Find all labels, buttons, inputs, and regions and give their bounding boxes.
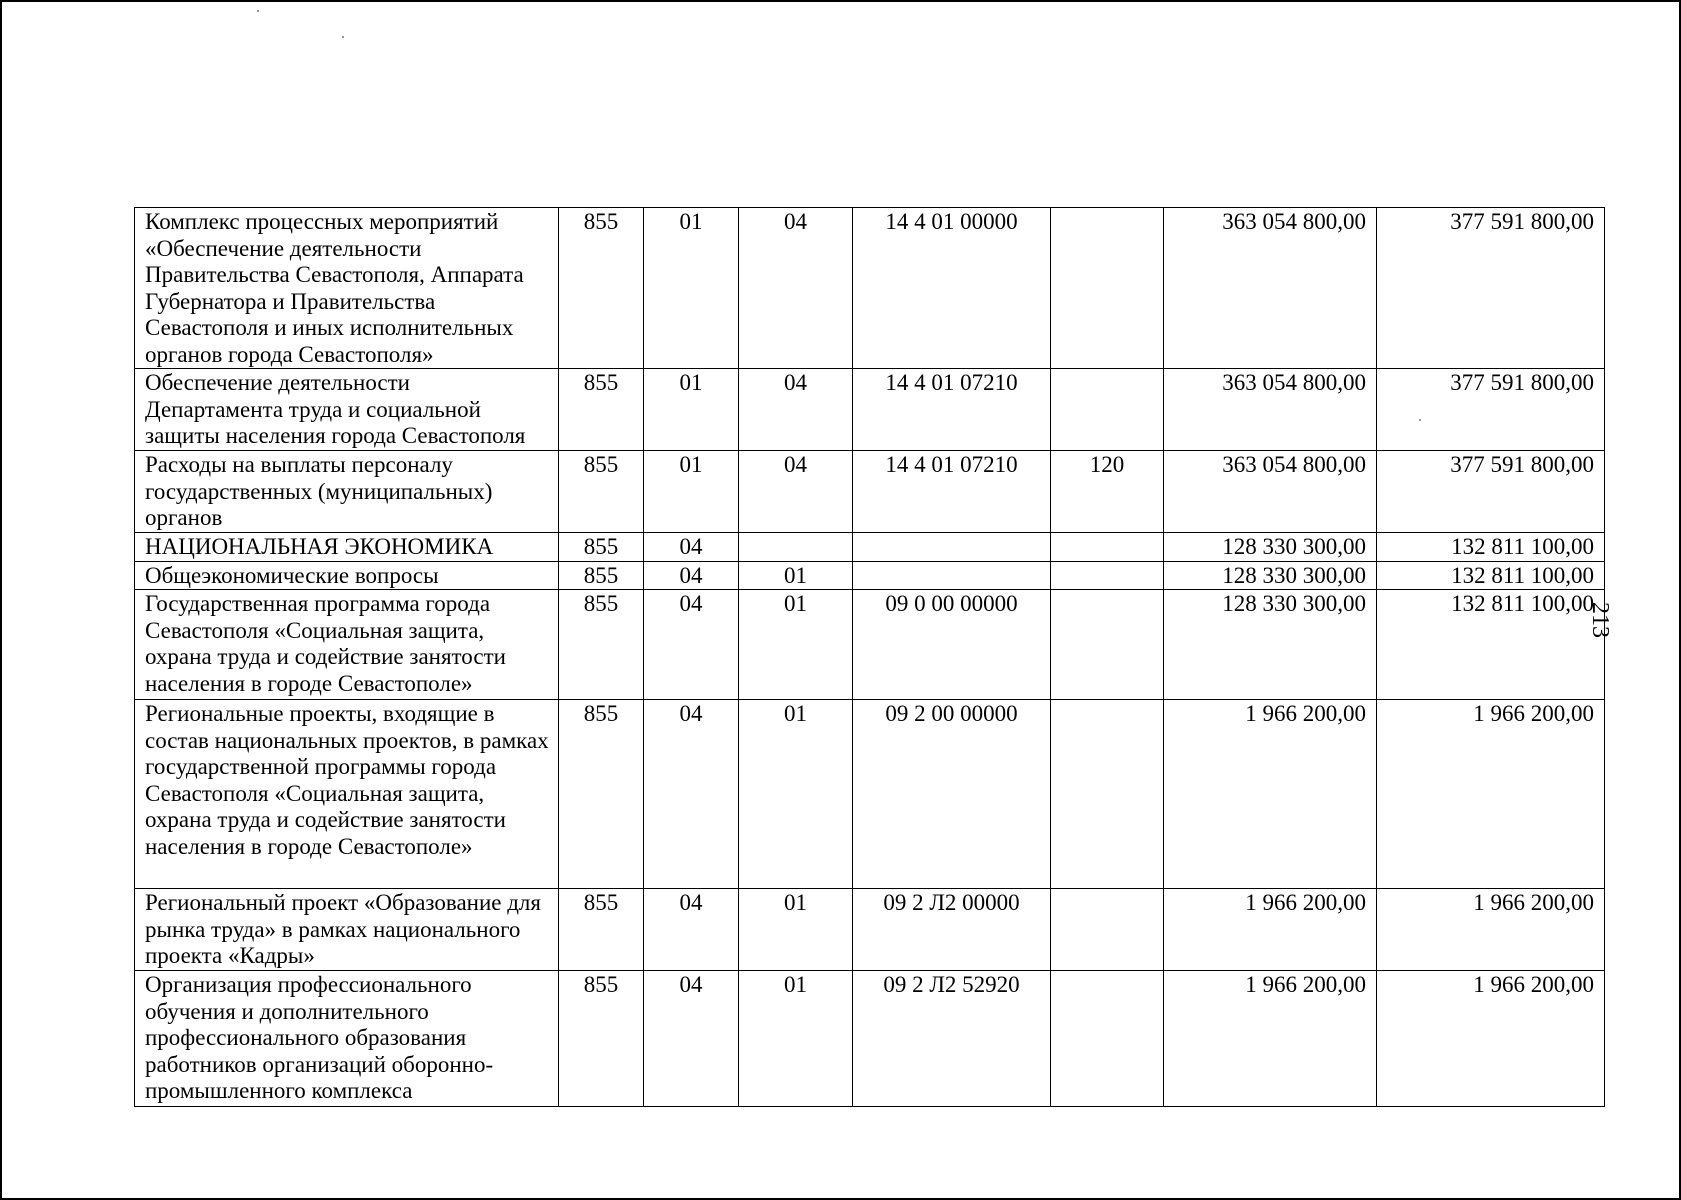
row-sum-year1: 1 966 200,00 [1164, 889, 1377, 971]
table-row [135, 889, 1605, 971]
table-row [135, 208, 1605, 369]
row-sum-year1: 1 966 200,00 [1164, 700, 1377, 889]
row-section: 01 [644, 208, 739, 369]
row-subsection: 01 [739, 889, 853, 971]
row-target-article [853, 561, 1051, 590]
row-subsection: 04 [739, 451, 853, 533]
row-name: Комплекс процессных мероприятий «Обеспечение деятельности Правительства Севастополя, Аппарата Губернатора и Правительства Севастополя и иных исполнительных органов города Севастополя» [135, 208, 559, 369]
row-sum-year2: 377 591 800,00 [1377, 369, 1605, 451]
row-expense-type [1051, 590, 1164, 700]
row-section: 04 [644, 533, 739, 562]
row-section: 04 [644, 561, 739, 590]
row-expense-type [1051, 561, 1164, 590]
row-grbs: 855 [559, 369, 644, 451]
row-section: 01 [644, 451, 739, 533]
row-grbs: 855 [559, 561, 644, 590]
row-grbs: 855 [559, 451, 644, 533]
row-sum-year2: 132 811 100,00 [1377, 590, 1605, 700]
row-sum-year2: 132 811 100,00 [1377, 561, 1605, 590]
table-body [135, 208, 1605, 1107]
budget-table [134, 207, 1605, 1107]
table-row [135, 369, 1605, 451]
row-expense-type [1051, 889, 1164, 971]
row-expense-type: 120 [1051, 451, 1164, 533]
table-row [135, 700, 1605, 889]
row-grbs: 855 [559, 971, 644, 1107]
row-name: НАЦИОНАЛЬНАЯ ЭКОНОМИКА [135, 533, 559, 562]
row-subsection: 04 [739, 369, 853, 451]
row-name: Организация профессионального обучения и дополнительного профессионального образования работников организаций оборонно-промышленного комплекса [135, 971, 559, 1107]
scan-speck [257, 10, 259, 12]
row-sum-year1: 128 330 300,00 [1164, 561, 1377, 590]
row-sum-year1: 128 330 300,00 [1164, 590, 1377, 700]
row-expense-type [1051, 700, 1164, 889]
row-sum-year2: 1 966 200,00 [1377, 971, 1605, 1107]
table-row [135, 561, 1605, 590]
row-target-article: 14 4 01 07210 [853, 451, 1051, 533]
row-sum-year1: 363 054 800,00 [1164, 369, 1377, 451]
row-section: 04 [644, 971, 739, 1107]
table-row [135, 971, 1605, 1107]
row-name: Расходы на выплаты персоналу государственных (муниципальных) органов [135, 451, 559, 533]
row-name: Общеэкономические вопросы [135, 561, 559, 590]
row-subsection: 04 [739, 208, 853, 369]
row-sum-year2: 377 591 800,00 [1377, 208, 1605, 369]
scan-speck [342, 36, 344, 38]
row-name: Обеспечение деятельности Департамента труда и социальной защиты населения города Севастополя [135, 369, 559, 451]
row-name: Региональные проекты, входящие в состав национальных проектов, в рамках государственной программы города Севастополя «Социальная защита, охрана труда и содействие занятости населения в городе Севастополе» [135, 700, 559, 889]
row-target-article: 14 4 01 07210 [853, 369, 1051, 451]
table-row [135, 451, 1605, 533]
row-name: Региональный проект «Образование для рынка труда» в рамках национального проекта «Кадры» [135, 889, 559, 971]
row-grbs: 855 [559, 700, 644, 889]
row-grbs: 855 [559, 208, 644, 369]
row-sum-year1: 363 054 800,00 [1164, 451, 1377, 533]
row-name: Государственная программа города Севастополя «Социальная защита, охрана труда и содействие занятости населения в городе Севастополе» [135, 590, 559, 700]
row-grbs: 855 [559, 533, 644, 562]
row-subsection [739, 533, 853, 562]
row-expense-type [1051, 533, 1164, 562]
row-target-article: 09 0 00 00000 [853, 590, 1051, 700]
row-section: 01 [644, 369, 739, 451]
row-sum-year2: 132 811 100,00 [1377, 533, 1605, 562]
row-target-article [853, 533, 1051, 562]
table-row [135, 590, 1605, 700]
row-sum-year2: 377 591 800,00 [1377, 451, 1605, 533]
row-sum-year1: 1 966 200,00 [1164, 971, 1377, 1107]
row-target-article: 14 4 01 00000 [853, 208, 1051, 369]
row-subsection: 01 [739, 700, 853, 889]
row-subsection: 01 [739, 561, 853, 590]
row-sum-year2: 1 966 200,00 [1377, 889, 1605, 971]
row-target-article: 09 2 Л2 00000 [853, 889, 1051, 971]
table-row [135, 533, 1605, 562]
row-expense-type [1051, 369, 1164, 451]
row-subsection: 01 [739, 590, 853, 700]
page-number: 213 [1587, 602, 1613, 638]
row-target-article: 09 2 Л2 52920 [853, 971, 1051, 1107]
row-grbs: 855 [559, 889, 644, 971]
row-sum-year1: 363 054 800,00 [1164, 208, 1377, 369]
row-target-article: 09 2 00 00000 [853, 700, 1051, 889]
row-sum-year2: 1 966 200,00 [1377, 700, 1605, 889]
row-section: 04 [644, 889, 739, 971]
row-expense-type [1051, 208, 1164, 369]
row-expense-type [1051, 971, 1164, 1107]
row-grbs: 855 [559, 590, 644, 700]
row-sum-year1: 128 330 300,00 [1164, 533, 1377, 562]
row-subsection: 01 [739, 971, 853, 1107]
row-section: 04 [644, 590, 739, 700]
row-section: 04 [644, 700, 739, 889]
